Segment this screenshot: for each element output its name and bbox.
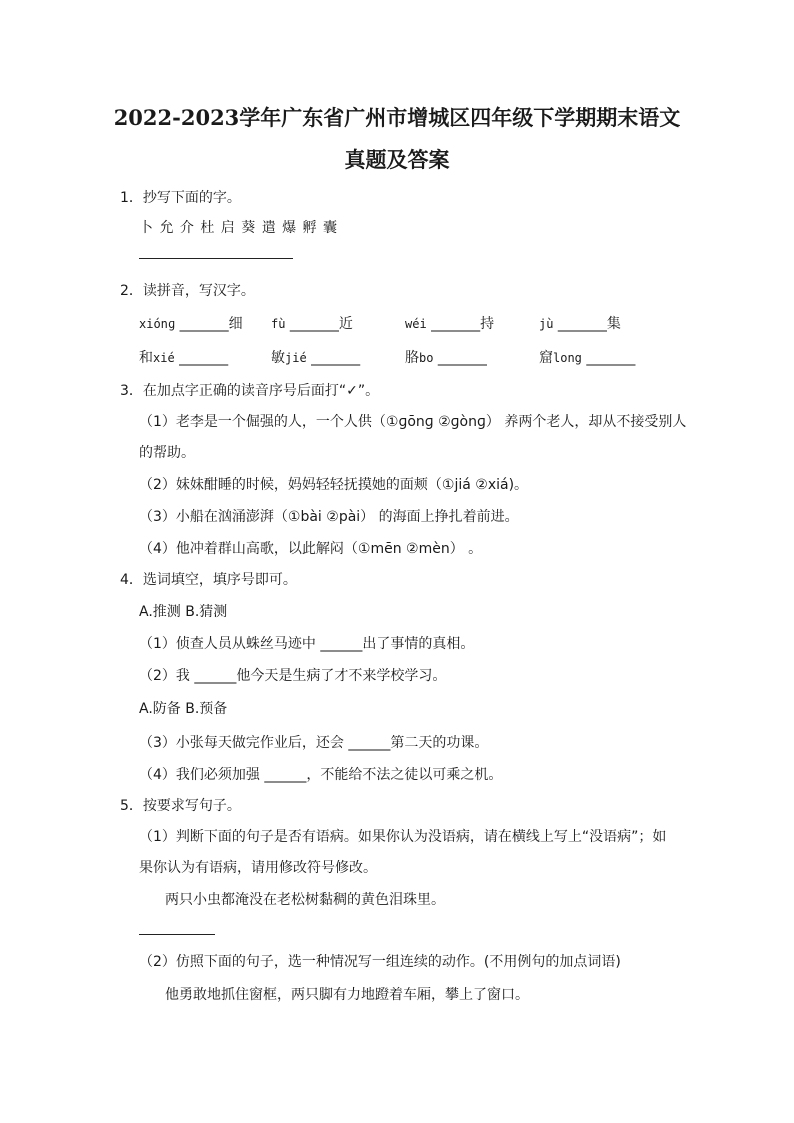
character: 胳 <box>405 350 419 366</box>
q2-item-7 <box>405 348 487 368</box>
q2-item-8 <box>539 348 635 368</box>
pinyin: wéi <box>405 317 427 331</box>
answer-blank[interactable]: _______ <box>586 350 636 366</box>
q4-sentence-4: （4）我们必须加强 ______，不能给不法之徒以可乘之机。 <box>139 767 503 783</box>
character: 细 <box>228 316 243 332</box>
q5-instruction-1-cont: 果你认为有语病，请用修改符号修改。 <box>139 860 377 876</box>
pinyin: fù <box>271 317 286 331</box>
answer-blank[interactable]: _______ <box>311 350 361 366</box>
q3-sentence-3: （3）小船在汹涌澎湃（①bài ②pài） 的海面上挣扎着前进。 <box>139 509 519 525</box>
answer-blank[interactable]: _______ <box>179 316 229 332</box>
answer-blank[interactable]: _______ <box>289 316 339 332</box>
q3-sentence-4: （4）他冲着群山高歌，以此解闷（①mēn ②mèn） 。 <box>139 541 483 557</box>
q4-sentence-2: （2）我 ______他今天是生病了才不来学校学习。 <box>139 668 447 684</box>
q5-example-sentence-1: 两只小虫都淹没在老松树黏稠的黄色泪珠里。 <box>165 892 445 908</box>
page-title-line-2: 真题及答案 <box>344 147 450 172</box>
q1-label: 1．抄写下面的字。 <box>120 190 241 206</box>
q1-characters: 卜 允 介 杜 启 葵 遣 爆 孵 囊 <box>139 220 339 236</box>
q2-item-5 <box>139 348 228 368</box>
character: 和 <box>139 350 153 366</box>
q2-item-4 <box>539 314 621 334</box>
answer-blank[interactable]: _______ <box>179 350 229 366</box>
pinyin: xiónɡ <box>139 317 176 331</box>
q3-sentence-2: （2）妹妹酣睡的时候，妈妈轻轻抚摸她的面颊（①jiá ②xiá)。 <box>139 477 529 493</box>
q2-item-2 <box>271 314 353 334</box>
pinyin: xié <box>153 351 175 365</box>
q5-example-sentence-2: 他勇敢地抓住窗框，两只脚有力地蹬着车厢，攀上了窗口。 <box>165 987 529 1003</box>
q5-instruction-1: （1）判断下面的句子是否有语病。如果你认为没语病，请在横线上写上“没语病”；如 <box>139 829 667 845</box>
q4-options-1: A.推测 B.猜测 <box>139 604 228 620</box>
page-title-line-1: 2022-2023学年广东省广州市增城区四年级下学期期末语文 <box>113 105 681 130</box>
q4-sentence-3: （3）小张每天做完作业后，还会 ______第二天的功课。 <box>139 735 489 751</box>
character: 持 <box>480 316 495 332</box>
q2-label: 2．读拼音，写汉字。 <box>120 283 255 299</box>
q3-sentence-1-cont: 的帮助。 <box>139 445 195 461</box>
q2-item-1 <box>139 314 243 334</box>
q1-answer-line[interactable] <box>139 244 293 265</box>
character: 集 <box>606 316 621 332</box>
q2-item-3 <box>405 314 494 334</box>
pinyin: long <box>553 351 582 365</box>
pinyin: bo <box>419 351 434 365</box>
answer-blank[interactable]: _______ <box>557 316 607 332</box>
answer-blank[interactable]: _______ <box>431 316 481 332</box>
answer-blank[interactable]: _______ <box>437 350 487 366</box>
q4-options-2: A.防备 B.预备 <box>139 701 228 717</box>
q3-sentence-1: （1）老李是一个倔强的人，一个人供（①ɡōnɡ ②ɡònɡ） 养两个老人，却从不接受别人 <box>139 414 687 430</box>
q5-instruction-2: （2）仿照下面的句子，选一种情况写一组连续的动作。(不用例句的加点词语) <box>139 954 621 970</box>
q5-label: 5．按要求写句子。 <box>120 798 241 814</box>
character: 敏 <box>271 350 285 366</box>
character: 窟 <box>539 350 553 366</box>
q3-label: 3．在加点字正确的读音序号后面打“✓”。 <box>120 383 380 399</box>
q2-item-6 <box>271 348 360 368</box>
q4-sentence-1: （1）侦查人员从蛛丝马迹中 ______出了事情的真相。 <box>139 636 475 652</box>
pinyin: jù <box>539 317 554 331</box>
character: 近 <box>338 316 353 332</box>
q5-answer-line[interactable] <box>139 920 215 941</box>
q4-label: 4．选词填空，填序号即可。 <box>120 572 297 588</box>
pinyin: jié <box>285 351 307 365</box>
